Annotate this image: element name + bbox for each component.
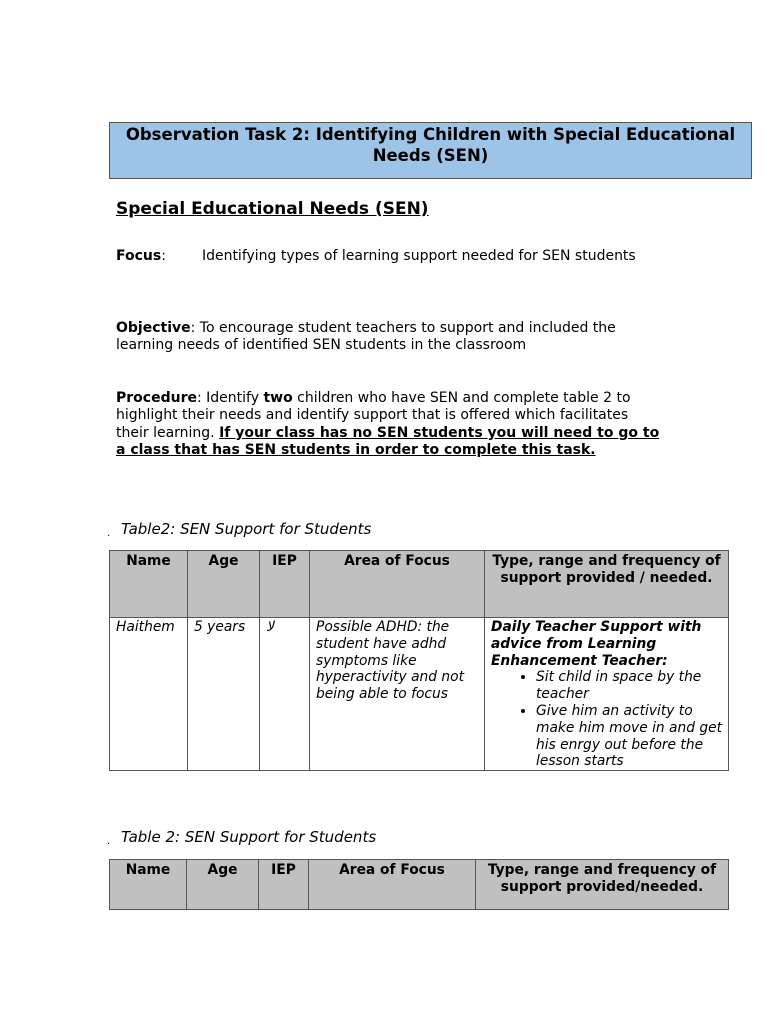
table1-caption: Table2: SEN Support for Students	[121, 520, 372, 538]
header-name: Name	[110, 860, 187, 910]
cell-iep: لا	[260, 618, 310, 771]
table-header-row	[110, 551, 729, 618]
procedure-instruction: If your class has no SEN students you will need to go to a class that has SEN students in order to complete this task.	[116, 424, 660, 458]
header-name: Name	[110, 551, 188, 618]
focus-text: Identifying types of learning support needed for SEN students	[201, 248, 636, 264]
procedure-paragraph: Procedure: Identify two children who have SEN and complete table 2 to highlight their needs and identify support that is offered which facilitates their learning. If your class has no SEN students you will need to go to a class that has SEN students in order to complete this task.	[116, 390, 660, 458]
table1	[109, 550, 729, 771]
list-item: • Sit child in space by the teacher	[536, 669, 723, 703]
focus-label: Focus	[116, 248, 162, 264]
cell-support	[485, 618, 729, 771]
document-title: Observation Task 2: Identifying Children with Special Educational Needs (SEN)	[109, 122, 752, 179]
objective-text: : To encourage student teachers to support and included the learning needs of identified SEN students in the classroom	[116, 320, 616, 354]
section-heading: Special Educational Needs (SEN)	[116, 199, 429, 219]
table-header-row	[110, 860, 729, 910]
focus-paragraph	[116, 248, 661, 265]
header-area-of-focus: Area of Focus	[310, 551, 485, 618]
bullet-marker: .	[107, 528, 111, 539]
cell-area-of-focus: Possible ADHD: the student have adhd symptoms like hyperactivity and not being able to focus	[310, 618, 485, 771]
focus-colon: :	[161, 248, 166, 264]
bullet-marker: .	[107, 836, 111, 847]
header-area-of-focus: Area of Focus	[309, 860, 476, 910]
support-title: Daily Teacher Support with advice from Learning Enhancement Teacher:	[491, 619, 702, 669]
table2	[109, 859, 729, 910]
header-iep: IEP	[259, 860, 309, 910]
header-support: Type, range and frequency of support provided/needed.	[476, 860, 729, 910]
header-iep: IEP	[260, 551, 310, 618]
procedure-label: Procedure	[116, 390, 197, 406]
header-age: Age	[187, 860, 259, 910]
list-item: • Give him an activity to make him move in and get his enrgy out before the lesson starts	[536, 703, 723, 770]
header-age: Age	[188, 551, 260, 618]
table2-caption: Table 2: SEN Support for Students	[121, 828, 377, 846]
objective-paragraph	[116, 320, 661, 355]
cell-name: Haithem	[110, 618, 188, 771]
procedure-emphasis: two	[263, 390, 293, 406]
cell-age: 5 years	[188, 618, 260, 771]
table-row	[110, 618, 729, 771]
support-list	[491, 669, 723, 770]
objective-label: Objective	[116, 320, 191, 336]
header-support: Type, range and frequency of support provided / needed.	[485, 551, 729, 618]
